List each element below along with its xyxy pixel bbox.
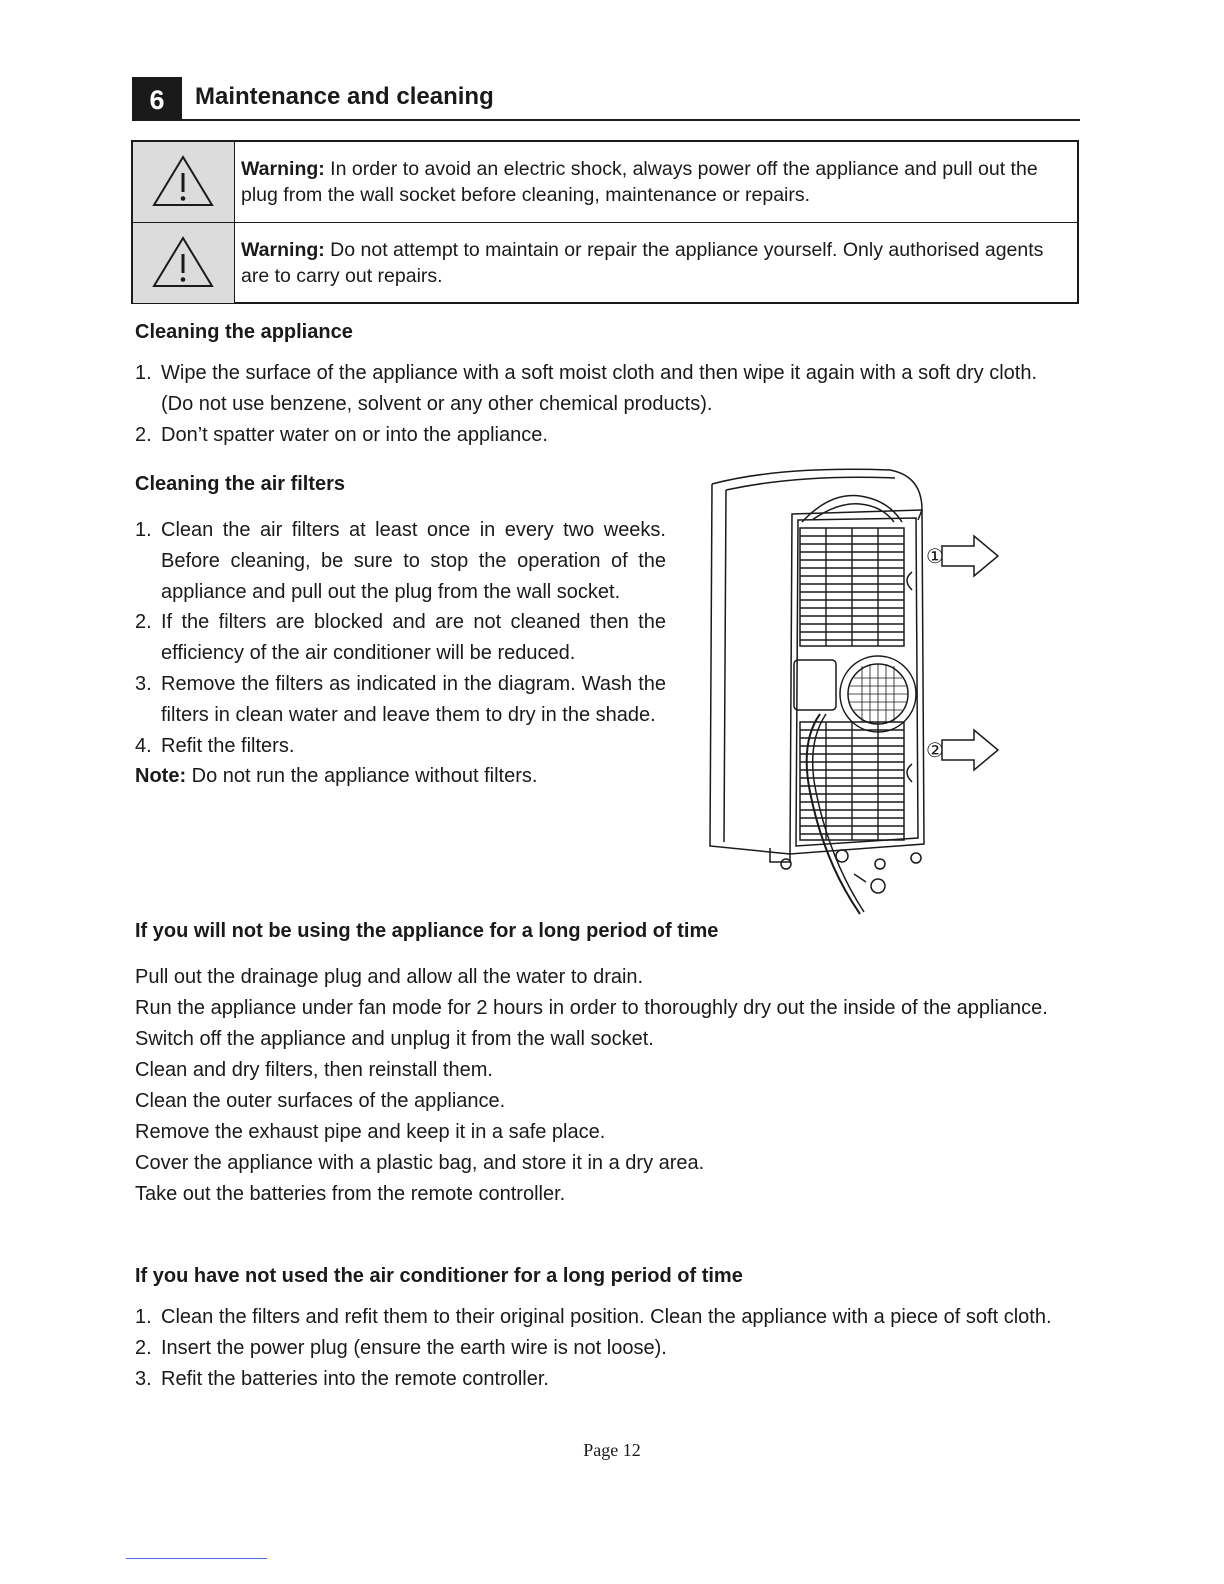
warning-triangle-icon xyxy=(151,235,215,289)
list-number: 1. xyxy=(135,1306,152,1328)
list-item xyxy=(135,358,1050,420)
note-label: Note: xyxy=(135,765,187,788)
list-text: Clean the air filters at least once in every two weeks. Before cleaning, be sure to stop the operation of the appliance and pull out the plug from the wall socket. xyxy=(161,519,666,603)
list-number: 3. xyxy=(135,672,152,695)
list-item xyxy=(135,607,666,669)
cleaning-filters-heading: Cleaning the air filters xyxy=(135,473,346,495)
cleaning-filters-list xyxy=(135,515,666,792)
warning-row xyxy=(133,223,1077,303)
filter-note xyxy=(135,761,666,792)
instruction-line: Pull out the drainage plug and allow all the water to drain. xyxy=(135,966,644,988)
warning-table xyxy=(131,140,1079,304)
warning-icon-cell xyxy=(133,142,235,222)
instruction-line: Take out the batteries from the remote controller. xyxy=(135,1183,566,1205)
note-text: Do not run the appliance without filters. xyxy=(186,765,538,788)
page-number: Page 12 xyxy=(583,1440,641,1460)
section-header xyxy=(132,77,1080,121)
warning-row xyxy=(133,142,1077,223)
warning-text xyxy=(241,237,1061,289)
cleaning-appliance-list xyxy=(135,358,1050,450)
not-used-heading: If you have not used the air conditioner for a long period of time xyxy=(135,1265,743,1287)
list-text: Refit the batteries into the remote controller. xyxy=(161,1367,549,1390)
instruction-line: Remove the exhaust pipe and keep it in a safe place. xyxy=(135,1121,606,1143)
list-text: Wipe the surface of the appliance with a soft moist cloth and then wipe it again with a soft dry cloth. (Do not use benzene, solvent or any other chemical products). xyxy=(161,362,1038,415)
list-number: 2. xyxy=(135,1336,152,1359)
list-number: 1. xyxy=(135,362,152,384)
list-text: Don’t spatter water on or into the appliance. xyxy=(161,423,548,446)
instruction-line: Cover the appliance with a plastic bag, and store it in a dry area. xyxy=(135,1152,705,1174)
warning-body: In order to avoid an electric shock, always power off the appliance and pull out the plug from the wall socket before cleaning, maintenance or repairs. xyxy=(241,158,1038,206)
warning-triangle-icon xyxy=(151,154,215,208)
not-used-list xyxy=(135,1302,1060,1394)
list-number: 1. xyxy=(135,519,152,541)
list-number: 2. xyxy=(135,423,152,446)
list-item xyxy=(135,731,666,762)
instruction-line: Run the appliance under fan mode for 2 hours in order to thoroughly dry out the inside of the appliance. xyxy=(135,997,1048,1019)
list-item xyxy=(135,1302,1060,1333)
warning-text xyxy=(241,156,1061,208)
list-text: Clean the filters and refit them to their original position. Clean the appliance with a piece of soft cloth. xyxy=(161,1306,1052,1328)
page-title: Maintenance and cleaning xyxy=(195,83,494,110)
list-item xyxy=(135,1364,1060,1395)
list-item xyxy=(135,669,666,731)
list-number: 2. xyxy=(135,611,152,634)
list-text: Insert the power plug (ensure the earth wire is not loose). xyxy=(161,1336,667,1359)
chapter-number-badge: 6 xyxy=(132,77,182,119)
footer-rule xyxy=(126,1558,267,1559)
instruction-line: Switch off the appliance and unplug it from the wall socket. xyxy=(135,1028,654,1050)
warning-body: Do not attempt to maintain or repair the appliance yourself. Only authorised agents are to carry out repairs. xyxy=(241,239,1044,287)
long-period-heading: If you will not be using the appliance for a long period of time xyxy=(135,920,719,942)
long-period-instructions xyxy=(135,962,1050,1210)
instruction-line: Clean and dry filters, then reinstall them. xyxy=(135,1059,493,1081)
list-item xyxy=(135,1333,1060,1364)
filter-label-1: ① xyxy=(926,544,944,568)
cleaning-appliance-heading: Cleaning the appliance xyxy=(135,321,353,343)
air-conditioner-diagram xyxy=(690,462,1020,922)
list-item xyxy=(135,515,666,607)
list-item xyxy=(135,420,1050,451)
warning-icon-cell xyxy=(133,223,235,303)
list-number: 3. xyxy=(135,1367,152,1390)
list-text: Remove the filters as indicated in the diagram. Wash the filters in clean water and leave them to dry in the shade. xyxy=(161,672,666,726)
list-number: 4. xyxy=(135,734,152,757)
list-text: If the filters are blocked and are not cleaned then the efficiency of the air conditioner will be reduced. xyxy=(161,611,666,665)
warning-label: Warning: xyxy=(241,158,325,180)
instruction-line: Clean the outer surfaces of the appliance. xyxy=(135,1090,506,1112)
warning-label: Warning: xyxy=(241,239,325,261)
filter-label-2: ② xyxy=(926,738,944,762)
list-text: Refit the filters. xyxy=(161,734,295,757)
